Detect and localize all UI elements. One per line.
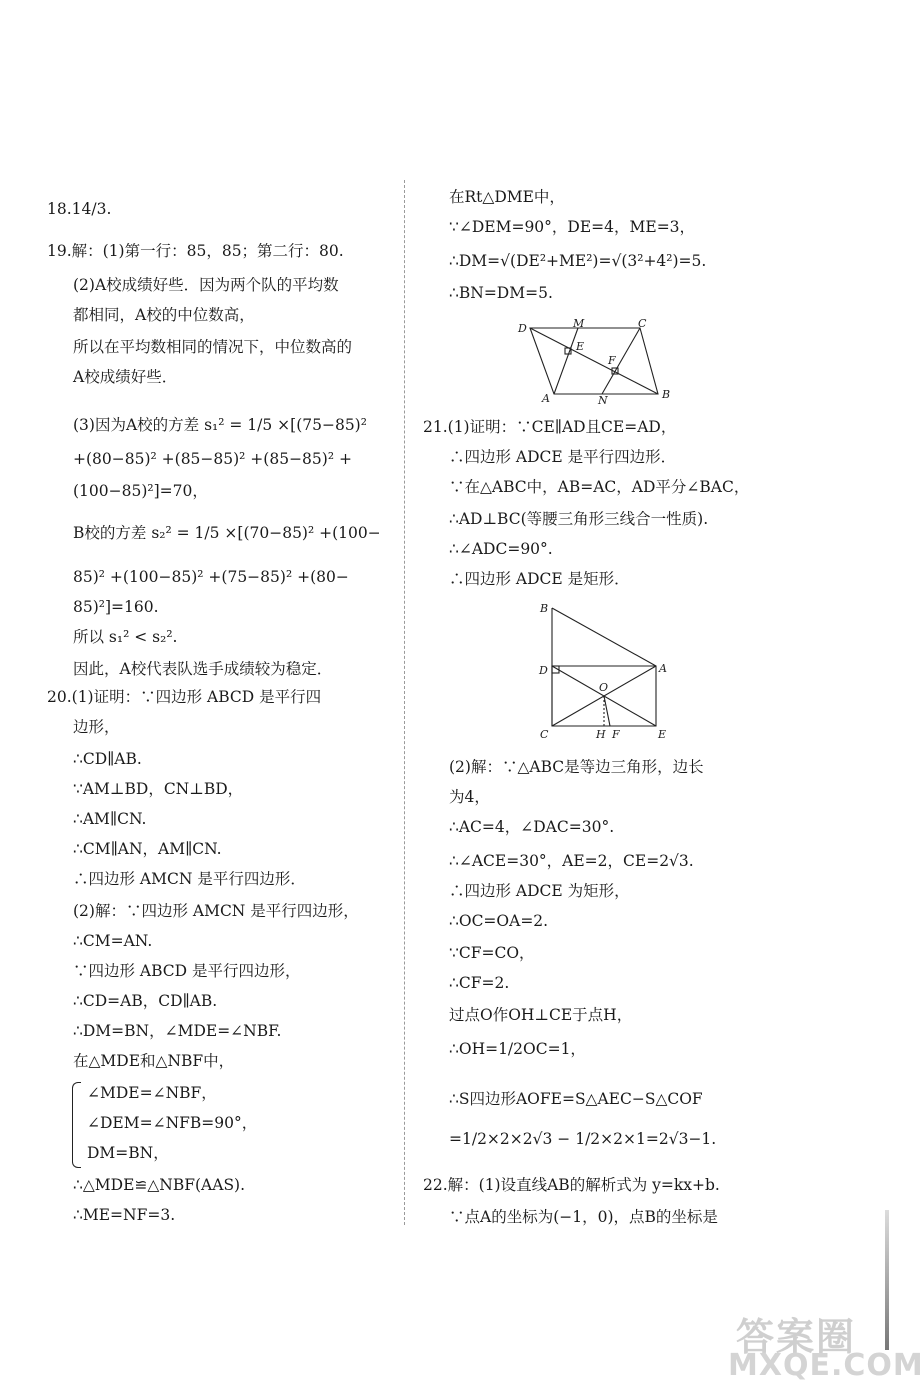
text-line: ∴AC=4，∠DAC=30°. (449, 818, 615, 836)
text-line: ∴CM=AN. (73, 932, 153, 950)
fig1-label-b: B (662, 388, 671, 401)
text-line: 过点O作OH⊥CE于点H， (449, 1006, 633, 1024)
fig2-label-c: C (540, 728, 549, 741)
text-line: 18.14/3. (47, 200, 112, 218)
text-line: ∴∠ADC=90°. (449, 540, 553, 558)
text-line: ∴四边形 ADCE 是平行四边形． (449, 448, 677, 466)
text-line: 边形， (73, 718, 120, 736)
text-line: ∠MDE=∠NBF， (87, 1084, 217, 1102)
fig2-label-f: F (612, 728, 620, 741)
text-line: ∵四边形 ABCD 是平行四边形， (73, 962, 301, 980)
text-line: 22.解：(1)设直线AB的解析式为 y=kx+b. (423, 1176, 720, 1194)
text-line: ∴AD⊥BC(等腰三角形三线合一性质). (449, 510, 709, 528)
text-line: ∴CD∥AB. (73, 750, 142, 768)
text-line: 都相同，A校的中位数高， (73, 306, 255, 324)
text-line: DM=BN， (87, 1144, 169, 1162)
text-line: 19.解：(1)第一行：85，85；第二行：80. (47, 242, 344, 260)
system-brace (72, 1082, 81, 1168)
text-line: ∴CD=AB，CD∥AB. (73, 992, 218, 1010)
text-line: 21.(1)证明：∵CE∥AD且CE=AD， (423, 418, 677, 436)
text-line: 在Rt△DME中， (449, 188, 565, 206)
text-line: +(80−85)² +(85−85)² +(85−85)² + (73, 450, 352, 468)
fig1-label-f: F (608, 354, 616, 367)
text-line: 20.(1)证明：∵四边形 ABCD 是平行四 (47, 688, 322, 706)
text-line: (2)A校成绩好些．因为两个队的平均数 (73, 276, 339, 294)
fig1-label-a: A (542, 392, 550, 405)
fig2-label-h: H (596, 728, 606, 741)
text-line: (2)解：∵△ABC是等边三角形，边长 (449, 758, 704, 776)
text-line: ∵∠DEM=90°，DE=4，ME=3， (449, 218, 696, 236)
text-line: ∵在△ABC中，AB=AC，AD平分∠BAC， (449, 478, 750, 496)
text-line: ∵CF=CO， (449, 944, 535, 962)
column-divider (404, 180, 405, 1225)
text-line: (3)因为A校的方差 s₁² = 1/5 ×[(75−85)² (73, 416, 367, 434)
text-line: ∵点A的坐标为(−1，0)，点B的坐标是 (449, 1208, 718, 1226)
text-line: ∴ME=NF=3. (73, 1206, 176, 1224)
text-line: B校的方差 s₂² = 1/5 ×[(70−85)² +(100− (73, 524, 381, 542)
text-line: ∴OH=1/2OC=1， (449, 1040, 586, 1058)
fig1-label-d: D (518, 322, 527, 335)
text-line: 在△MDE和△NBF中， (73, 1052, 235, 1070)
page-edge-shadow (885, 1210, 889, 1350)
text-line: A校成绩好些． (73, 368, 178, 386)
fig1-label-e: E (576, 340, 585, 353)
fig2-label-b: B (540, 602, 549, 615)
text-line: ∴DM=BN，∠MDE=∠NBF. (73, 1022, 282, 1040)
text-line: ∴∠ACE=30°，AE=2，CE=2√3. (449, 852, 694, 870)
text-line: ∵AM⊥BD，CN⊥BD， (73, 780, 244, 798)
text-line: ∴AM∥CN. (73, 810, 147, 828)
text-line: 所以在平均数相同的情况下，中位数高的 (73, 338, 353, 356)
fig2-label-e: E (658, 728, 667, 741)
text-line: ∴四边形 ADCE 是矩形． (449, 570, 630, 588)
text-line: ∴CF=2. (449, 974, 510, 992)
parallelogram-figure (512, 317, 676, 407)
text-line: (100−85)²]=70， (73, 482, 208, 500)
text-line: 为4， (449, 788, 490, 806)
text-line: ∴BN=DM=5. (449, 284, 553, 302)
fig1-label-n: N (598, 394, 608, 407)
text-line: =1/2×2×2√3 − 1/2×2×1=2√3−1. (449, 1130, 717, 1148)
text-line: 因此，A校代表队选手成绩较为稳定． (73, 660, 333, 678)
rectangle-figure (536, 600, 674, 744)
fig1-label-c: C (638, 317, 647, 330)
watermark-url: MXQE.COM (728, 1348, 924, 1383)
text-line: ∴OC=OA=2. (449, 912, 549, 930)
fig1-label-m: M (573, 317, 585, 330)
text-line: ∴四边形 AMCN 是平行四边形． (73, 870, 306, 888)
text-line: ∴DM=√(DE²+ME²)=√(3²+4²)=5. (449, 252, 707, 270)
fig2-label-o: O (599, 681, 609, 694)
text-line: 所以 s₁² < s₂². (73, 628, 178, 646)
text-line: (2)解：∵四边形 AMCN 是平行四边形， (73, 902, 359, 920)
fig2-label-d: D (539, 664, 548, 677)
fig2-label-a: A (659, 662, 667, 675)
watermark-logo: 答案圈 (736, 1315, 857, 1359)
text-line: 85)²]=160. (73, 598, 159, 616)
text-line: ∴四边形 ADCE 为矩形， (449, 882, 630, 900)
text-line: 85)² +(100−85)² +(75−85)² +(80− (73, 568, 349, 586)
text-line: ∴CM∥AN，AM∥CN. (73, 840, 222, 858)
text-line: ∠DEM=∠NFB=90°， (87, 1114, 258, 1132)
text-line: ∴S四边形AOFE=S△AEC−S△COF (449, 1090, 703, 1108)
text-line: ∴△MDE≌△NBF(AAS). (73, 1176, 246, 1194)
